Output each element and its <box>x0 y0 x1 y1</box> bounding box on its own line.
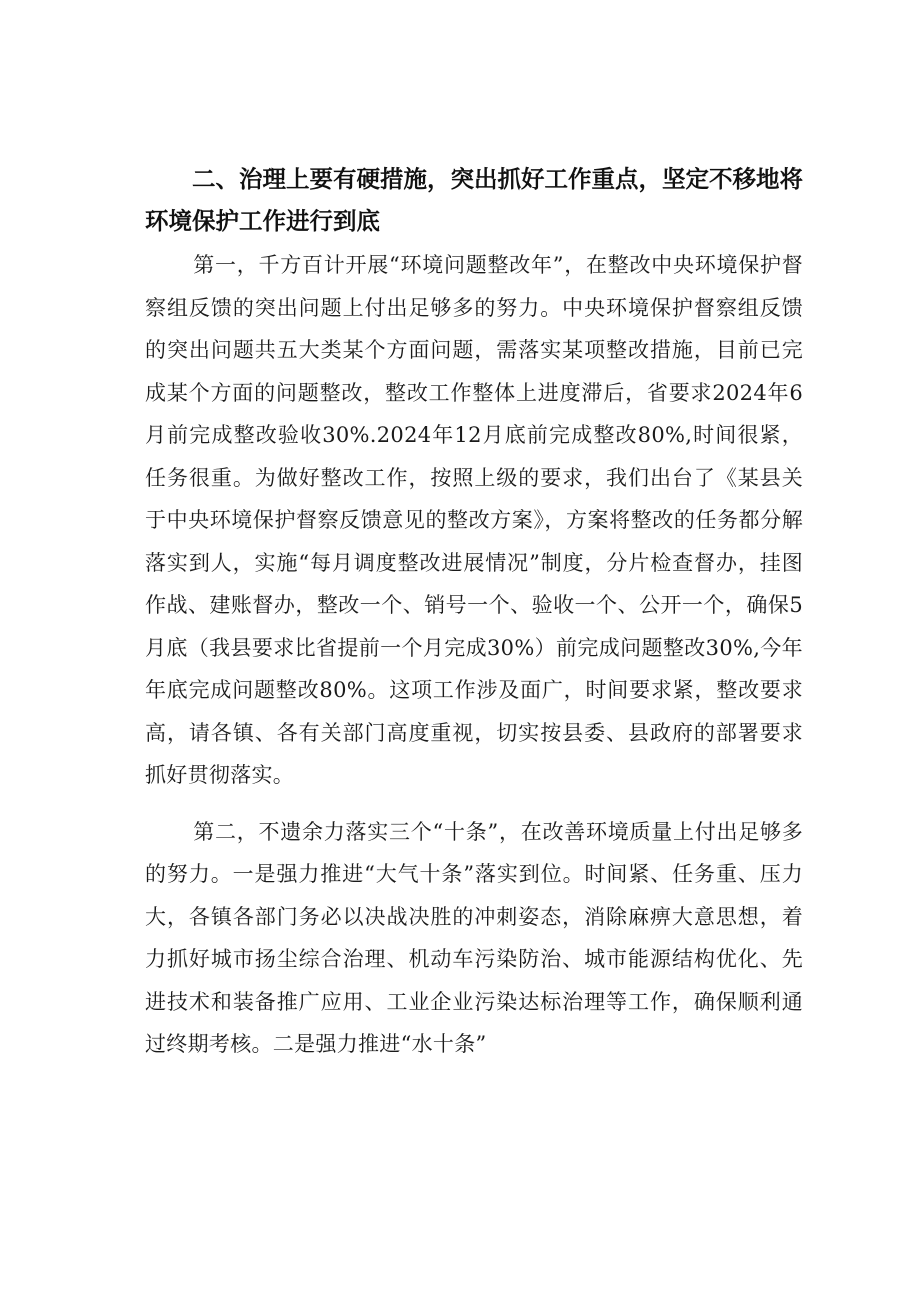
section-heading: 二、治理上要有硬措施，突出抓好工作重点，坚定不移地将环境保护工作进行到底 <box>145 165 803 235</box>
document-body <box>145 158 803 1066</box>
paragraph-second: 第二，不遗余力落实三个“十条”，在改善环境质量上付出足够多的努力。一是强力推进“大气十条”落实到位。时间紧、任务重、压力大，各镇各部门务必以决战决胜的冲刺姿态，消除麻痹大意思想，着力抓好城市扬尘综合治理、机动车污染防治、城市能源结构优化、先进技术和装备推广应用、工业企业污染达标治理等工作，确保顺利通过终期考核。二是强力推进“水十条” <box>145 819 803 1056</box>
paragraph-first: 第一，千方百计开展“环境问题整改年”，在整改中央环境保护督察组反馈的突出问题上付出足够多的努力。中央环境保护督察组反馈的突出问题共五大类某个方面问题，需落实某项整改措施，目前已完成某个方面的问题整改，整改工作整体上进度滞后，省要求2024年6月前完成整改验收30%.2024年12月底前完成整改80%,时间很紧，任务很重。为做好整改工作，按照上级的要求，我们出台了《某县关于中央环境保护督察反馈意见的整改方案》，方案将整改的任务都分解落实到人，实施“每月调度整改进展情况”制度，分片检查督办，挂图作战、建账督办，整改一个、销号一个、验收一个、公开一个，确保5月底（我县要求比省提前一个月完成30%）前完成问题整改30%,今年年底完成问题整改80%。这项工作涉及面广，时间要求紧，整改要求高，请各镇、各有关部门高度重视，切实按县委、县政府的部署要求抓好贯彻落实。 <box>145 253 803 787</box>
